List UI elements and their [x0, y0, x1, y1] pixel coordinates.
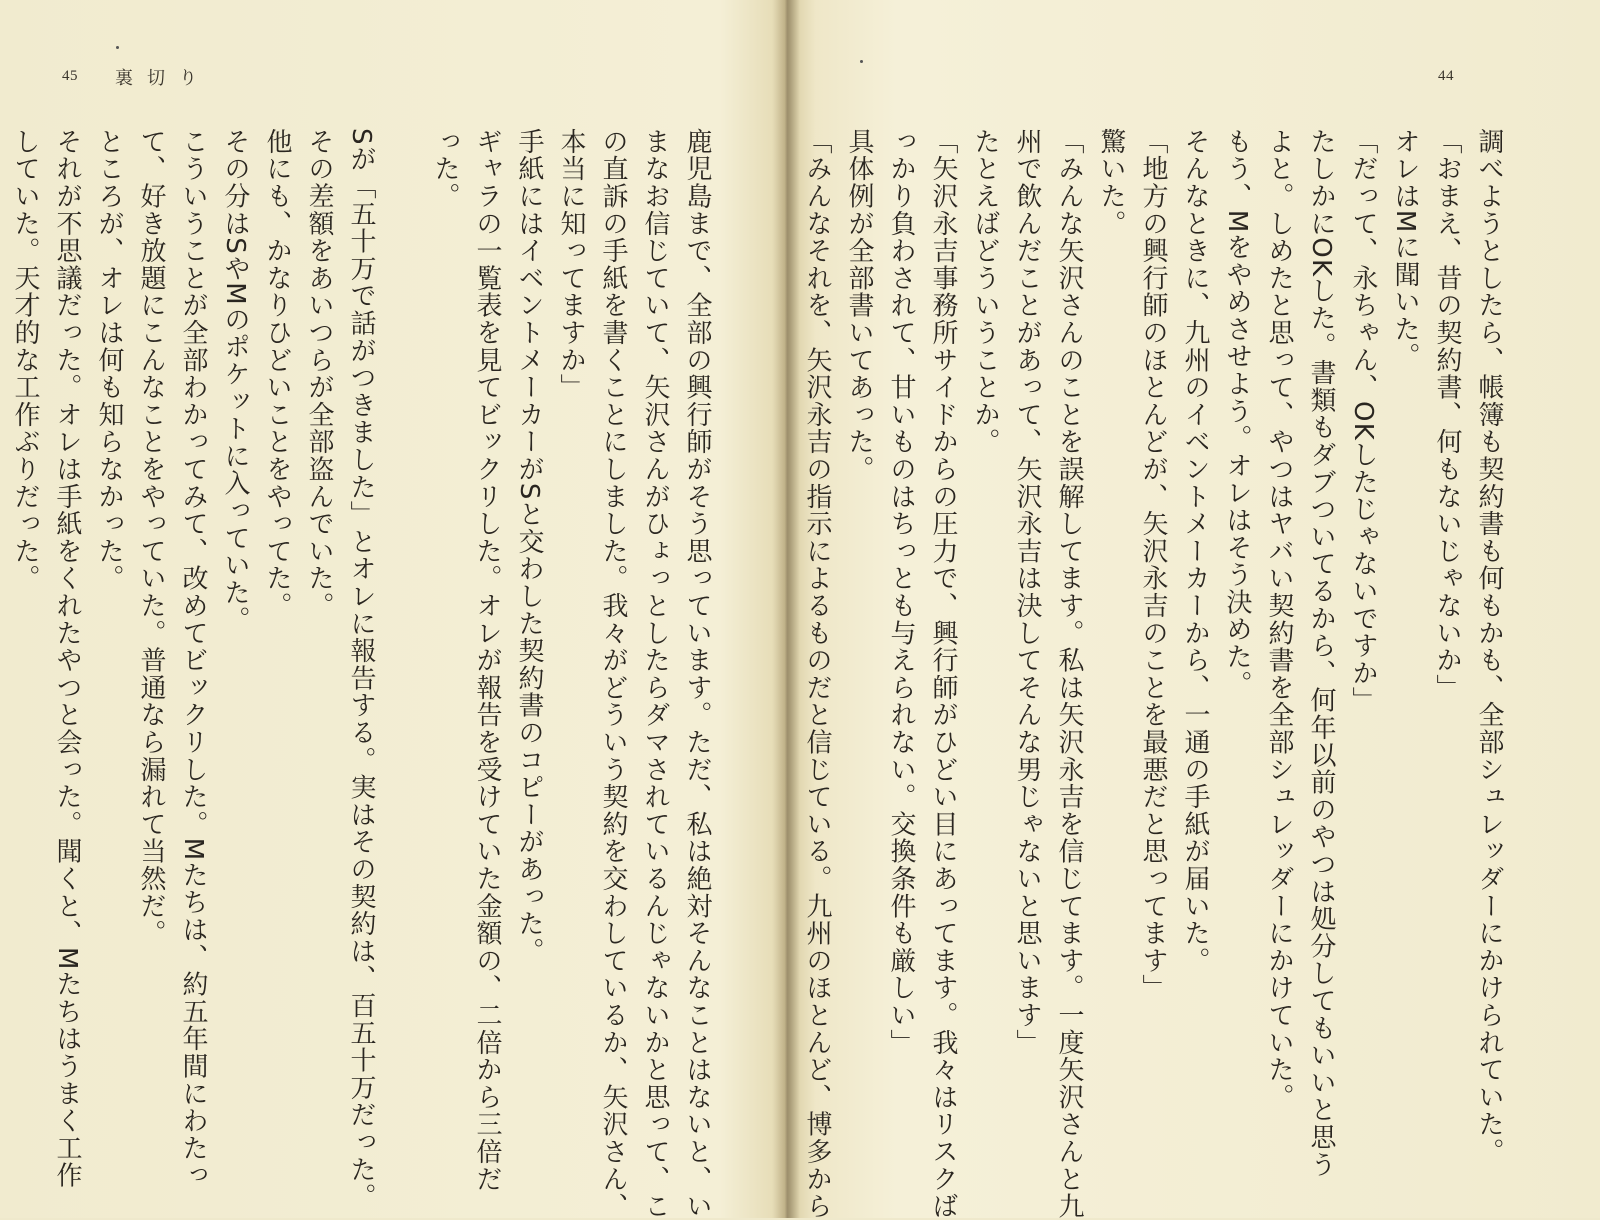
speck: [860, 60, 863, 63]
text-line: 「おまえ、昔の契約書、何もないじゃないか」: [1432, 128, 1462, 702]
page-left: [0, 0, 800, 1218]
text-line: 州で飲んだことがあって、矢沢永吉は決してそんな男じゃないと思います」: [1012, 128, 1042, 1057]
text-line: Sが「五十万で話がつきました」とオレに報告する。実はその契約は、百五十万だった。: [346, 128, 376, 1211]
text-line: その分はSやMのポケットに入っていた。: [220, 128, 250, 634]
text-line: 「みんな矢沢さんのことを誤解してます。私は矢沢永吉を信じてます。一度矢沢さんと九: [1054, 128, 1084, 1220]
text-line: 「だって、永ちゃん、OKしたじゃないですか」: [1348, 128, 1378, 715]
text-line: [0, 128, 4, 1198]
text-line: 「地方の興行師のほとんどが、矢沢永吉のことを最悪だと思ってます」: [1138, 128, 1168, 1002]
text-line: 調べようとしたら、帳簿も契約書も何もかも、全部シュレッダーにかけられていた。: [1474, 128, 1504, 1166]
text-line: もう、Mをやめさせよう。オレはそう決めた。: [1222, 128, 1252, 698]
page-right: [800, 0, 1600, 1218]
text-line: 驚いた。: [1096, 128, 1126, 238]
text-line: 具体例が全部書いてあった。: [844, 128, 874, 483]
text-line: った。: [430, 128, 460, 210]
body-text-right: [796, 128, 1510, 1220]
text-line: たとえばどういうことか。: [970, 128, 1000, 456]
text-line: 「矢沢永吉事務所サイドからの圧力で、興行師がひどい目にあってます。我々はリスクば: [928, 128, 958, 1220]
text-line: っかり負わされて、甘いものはちっとも与えられない。交換条件も厳しい」: [886, 128, 916, 1057]
text-line: 他にも、かなりひどいことをやってた。: [262, 128, 292, 620]
text-line: ギャラの一覧表を見てビックリした。オレが報告を受けていた金額の、二倍から三倍だ: [472, 128, 502, 1193]
text-line: 「みんなそれを、矢沢永吉の指示によるものだと信じている。九州のほとんど、博多から: [802, 128, 832, 1220]
text-line: [382, 128, 424, 1198]
text-line: その差額をあいつらが全部盗んでいた。: [304, 128, 334, 620]
text-line: たしかにOKした。書類もダブついてるから、何年以前のやつは処分してもいいと思う: [1306, 128, 1336, 1179]
text-line: オレはMに聞いた。: [1390, 128, 1420, 371]
text-line: 本当に知ってますか」: [556, 128, 586, 401]
text-line: それが不思議だった。オレは手紙をくれたやつと会った。聞くと、Mたちはうまく工作: [52, 128, 82, 1190]
text-line: 鹿児島まで、全部の興行師がそう思っています。ただ、私は絶対そんなことはないと、い: [682, 128, 712, 1220]
text-line: 手紙にはイベントメーカーがSと交わした契約書のコピーがあった。: [514, 128, 544, 965]
text-line: の直訴の手紙を書くことにしました。我々がどういう契約を交わしているか、矢沢さん、: [598, 128, 628, 1220]
page-number: 44: [1438, 68, 1454, 84]
text-line: そんなときに、九州のイベントメーカーから、一通の手紙が届いた。: [1180, 128, 1210, 975]
text-line: していた。天才的な工作ぶりだった。: [10, 128, 40, 593]
page-number: 45: [62, 68, 78, 84]
text-line: よと。しめたと思って、やつはヤバい契約書を全部シュレッダーにかけていた。: [1264, 128, 1294, 1111]
body-text-left: [0, 128, 718, 1220]
text-line: ところが、オレは何も知らなかった。: [94, 128, 124, 593]
text-line: まなお信じていて、矢沢さんがひょっとしたらダマされているんじゃないかと思って、こ: [640, 128, 670, 1220]
running-head: 裏切り: [115, 68, 211, 89]
text-line: て、好き放題にこんなことをやっていた。普通なら漏れて当然だ。: [136, 128, 166, 947]
speck: [116, 46, 119, 49]
text-line: こういうことが全部わかってみて、改めてビックリした。Mたちは、約五年間にわたっ: [178, 128, 208, 1190]
